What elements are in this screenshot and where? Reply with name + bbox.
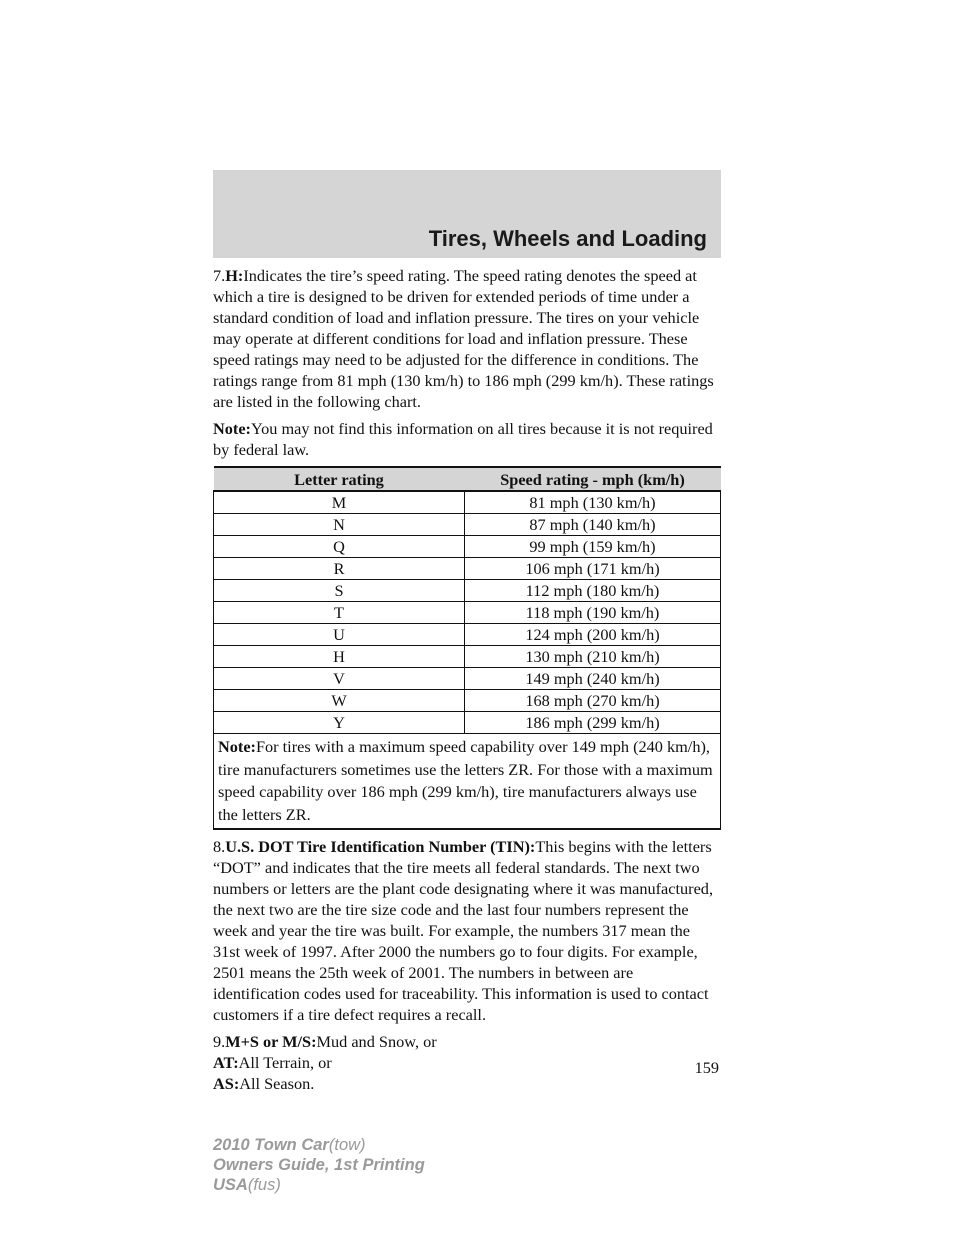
item-7-number: 7. xyxy=(213,266,226,285)
table-row xyxy=(214,624,721,646)
speed-cell: 118 mph (190 km/h) xyxy=(465,602,721,624)
item-7-paragraph xyxy=(213,265,721,412)
letter-cell: Q xyxy=(214,536,465,558)
speed-rating-table xyxy=(213,466,721,830)
speed-cell: 99 mph (159 km/h) xyxy=(465,536,721,558)
column-header-letter: Letter rating xyxy=(214,467,465,491)
footer-market-code: (fus) xyxy=(247,1176,281,1194)
table-row xyxy=(214,580,721,602)
item-9-number: 9. xyxy=(213,1032,226,1051)
footer-line-2: Owners Guide, 1st Printing xyxy=(213,1156,425,1174)
table-row xyxy=(214,536,721,558)
item-9-text: Mud and Snow, or xyxy=(316,1032,437,1051)
table-row xyxy=(214,646,721,668)
footer-model-code: (tow) xyxy=(328,1136,366,1154)
speed-cell: 130 mph (210 km/h) xyxy=(465,646,721,668)
letter-cell: U xyxy=(214,624,465,646)
footer-model: 2010 Town Car xyxy=(213,1136,329,1154)
speed-cell: 149 mph (240 km/h) xyxy=(465,668,721,690)
speed-cell: 87 mph (140 km/h) xyxy=(465,514,721,536)
speed-cell: 168 mph (270 km/h) xyxy=(465,690,721,712)
item-9-paragraph xyxy=(213,1031,721,1094)
speed-cell: 81 mph (130 km/h) xyxy=(465,491,721,514)
item-8-text: This begins with the letters “DOT” and indicates that the tire meets all federal standards. The next two numbers or letters are the plant code designating where it was manufactured, the next two are the tire size code and the last four numbers represent the week and year the tire was built. For example, the numbers 317 mean the 31st week of 1997. After 2000 the numbers go to four digits. For example, 2501 means the 25th week of 2001. The numbers in between are identification codes used for traceability. This information is used to contact customers if a tire defect requires a recall. xyxy=(213,837,714,1024)
footer-imprint xyxy=(213,1135,425,1195)
table-row xyxy=(214,558,721,580)
table-row xyxy=(214,668,721,690)
table-row xyxy=(214,514,721,536)
letter-cell: H xyxy=(214,646,465,668)
speed-cell: 186 mph (299 km/h) xyxy=(465,712,721,734)
footer-line-3 xyxy=(213,1175,425,1195)
table-note-text: For tires with a maximum speed capability over 149 mph (240 km/h), tire manufacturers sometimes use the letters ZR. For those with a maximum speed capability over 186 mph (299 km/h), tire manufacturers always use the letters ZR. xyxy=(218,737,713,824)
column-header-speed: Speed rating - mph (km/h) xyxy=(465,467,721,491)
item-7-label: H: xyxy=(225,266,244,285)
table-row xyxy=(214,712,721,734)
table-note-label: Note: xyxy=(218,737,256,756)
as-text: All Season. xyxy=(239,1074,315,1093)
speed-cell: 112 mph (180 km/h) xyxy=(465,580,721,602)
page-content xyxy=(213,265,721,1100)
table-header-row xyxy=(214,467,721,491)
note-text: You may not find this information on all tires because it is not required by federal law. xyxy=(213,419,713,459)
table-row xyxy=(214,690,721,712)
letter-cell: W xyxy=(214,690,465,712)
table-row xyxy=(214,602,721,624)
note-paragraph xyxy=(213,418,721,460)
item-9-label: M+S or M/S: xyxy=(225,1032,317,1051)
item-8-label: U.S. DOT Tire Identification Number (TIN): xyxy=(225,837,536,856)
at-text: All Terrain, or xyxy=(238,1053,332,1072)
letter-cell: V xyxy=(214,668,465,690)
at-label: AT: xyxy=(213,1053,239,1072)
letter-cell: M xyxy=(214,491,465,514)
note-label: Note: xyxy=(213,419,251,438)
footer-line-1 xyxy=(213,1135,425,1155)
section-title: Tires, Wheels and Loading xyxy=(428,226,707,251)
table-note-cell xyxy=(214,734,721,830)
footer-market: USA xyxy=(213,1176,248,1194)
letter-cell: T xyxy=(214,602,465,624)
as-label: AS: xyxy=(213,1074,240,1093)
letter-cell: S xyxy=(214,580,465,602)
speed-cell: 124 mph (200 km/h) xyxy=(465,624,721,646)
table-row xyxy=(214,491,721,514)
item-8-number: 8. xyxy=(213,837,226,856)
page-number: 159 xyxy=(694,1058,719,1077)
letter-cell: N xyxy=(214,514,465,536)
table-note-row xyxy=(214,734,721,830)
section-header xyxy=(213,170,721,258)
item-7-text: Indicates the tire’s speed rating. The speed rating denotes the speed at which a tire is designed to be driven for extended periods of time under a standard condition of load and inflation pressure. The tires on your vehicle may operate at different conditions for load and inflation pressure. These speed ratings may need to be adjusted for the difference in conditions. The ratings range from 81 mph (130 km/h) to 186 mph (299 km/h). These ratings are listed in the following chart. xyxy=(213,266,714,411)
letter-cell: Y xyxy=(214,712,465,734)
letter-cell: R xyxy=(214,558,465,580)
speed-cell: 106 mph (171 km/h) xyxy=(465,558,721,580)
item-8-paragraph xyxy=(213,836,721,1025)
